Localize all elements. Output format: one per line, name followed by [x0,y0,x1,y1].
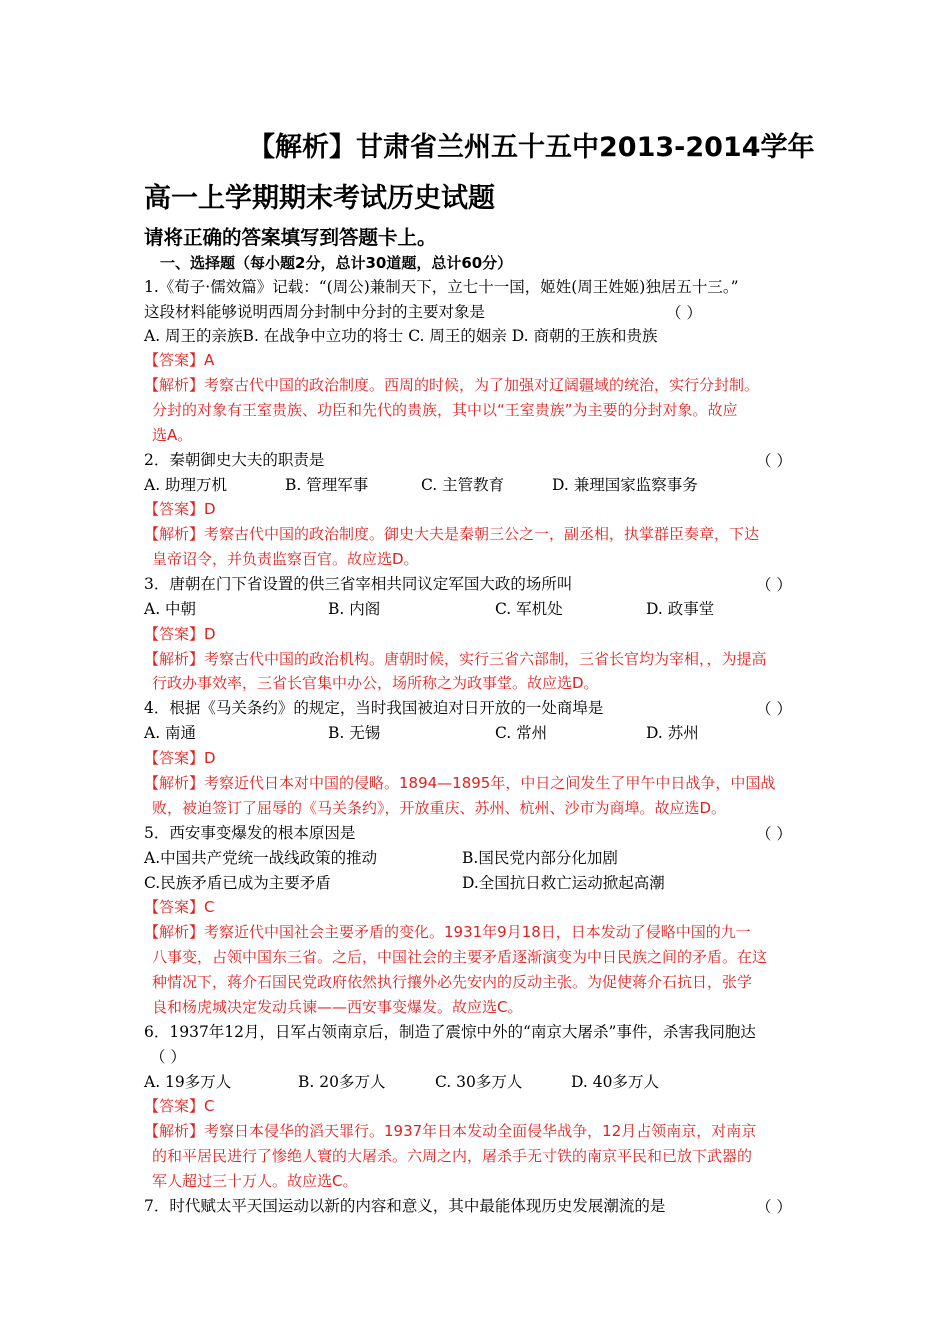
section-heading: 一、选择题（每小题2分，总计30道题，总计60分） [160,254,513,272]
q2-option-a: A. 助理万机 [144,476,228,494]
q4-stem: 4．根据《马关条约》的规定，当时我国被迫对日开放的一处商埠是 [144,699,604,717]
q4-answer: 【答案】D [144,749,216,767]
q2-answer: 【答案】D [144,500,216,518]
q4-option-b: B. 无锡 [328,724,381,742]
q3-stem: 3．唐朝在门下省设置的供三省宰相共同议定军国大政的场所叫 [144,575,573,593]
q2-analysis-line: 皇帝诏令，并负责监察百官。故应选D。 [152,550,419,568]
q1-answer-bracket: （ ） [666,304,702,322]
q4-analysis-line: 败，被迫签订了屈辱的《马关条约》，开放重庆、苏州、杭州、沙市为商埠。故应选D。 [152,799,727,817]
q2-answer-bracket: （ ） [756,452,792,470]
q4-option-d: D. 苏州 [646,724,699,742]
q3-option-a: A. 中朝 [144,600,197,618]
q1-analysis-line: 分封的对象有王室贵族、功臣和先代的贵族，其中以“王室贵族”为主要的分封对象。故应 [152,401,738,419]
q6-option-a: A. 19多万人 [144,1073,232,1091]
q1-stem-line2: 这段材料能够说明西周分封制中分封的主要对象是 [144,303,486,321]
q4-answer-bracket: （ ） [756,700,792,718]
q1-answer: 【答案】A [144,351,215,369]
q5-option-c: C.民族矛盾已成为主要矛盾 [144,874,331,892]
q2-stem: 2．秦朝御史大夫的职责是 [144,451,325,469]
q3-option-b: B. 内阁 [328,600,381,618]
q5-option-a: A.中国共产党统一战线政策的推动 [144,849,378,867]
q5-answer: 【答案】C [144,898,215,916]
q1-stem-line1: 1.《荀子·儒效篇》记载：“(周公)兼制天下，立七十一国，姬姓(周王姓姬)独居五十三。” [144,278,739,296]
doc-title-line1: 【解析】甘肃省兰州五十五中2013-2014学年 [248,132,815,163]
q1-analysis-line: 选A。 [152,426,193,444]
q5-option-d: D.全国抗日救亡运动掀起高潮 [462,874,665,892]
q5-stem: 5．西安事变爆发的根本原因是 [144,824,356,842]
q5-answer-bracket: （ ） [756,825,792,843]
q6-answer-bracket: （ ） [150,1048,186,1066]
q5-option-b: B.国民党内部分化加剧 [462,849,618,867]
q6-option-b: B. 20多万人 [298,1073,386,1091]
q6-analysis-line: 【解析】考察日本侵华的滔天罪行。1937年日本发动全面侵华战争，12月占领南京，对南京 [144,1122,757,1140]
q6-answer: 【答案】C [144,1097,215,1115]
instruction-text: 请将正确的答案填写到答题卡上。 [144,226,437,249]
q6-option-d: D. 40多万人 [571,1073,659,1091]
q6-analysis-line: 的和平居民进行了惨绝人寰的大屠杀。六周之内，屠杀手无寸铁的南京平民和已放下武器的 [152,1147,753,1165]
q5-analysis-line: 良和杨虎城决定发动兵谏——西安事变爆发。故应选C。 [152,998,523,1016]
q5-analysis-line: 八事变，占领中国东三省。之后，中国社会的主要矛盾逐渐演变为中日民族之间的矛盾。在这 [152,948,768,966]
q3-analysis-line: 【解析】考察古代中国的政治机构。唐朝时候，实行三省六部制，三省长官均为宰相，，为提高 [144,650,767,668]
q3-answer-bracket: （ ） [756,576,792,594]
q2-analysis-line: 【解析】考察古代中国的政治制度。御史大夫是秦朝三公之一，副丞相，执掌群臣奏章，下达 [144,525,760,543]
q5-analysis-line: 种情况下，蒋介石国民党政府依然执行攘外必先安内的反动主张。为促使蒋介石抗日，张学 [152,973,753,991]
q4-analysis-line: 【解析】考察近代日本对中国的侵略。1894—1895年，中日之间发生了甲午中日战争，中国战 [144,774,776,792]
q6-stem: 6．1937年12月，日军占领南京后，制造了震惊中外的“南京大屠杀”事件，杀害我同胞达 [144,1023,756,1041]
q6-analysis-line: 军人超过三十万人。故应选C。 [152,1172,358,1190]
q5-analysis-line: 【解析】考察近代中国社会主要矛盾的变化。1931年9月18日，日本发动了侵略中国的九一 [144,923,751,941]
q1-options: A. 周王的亲族B. 在战争中立功的将士 C. 周王的姻亲 D. 商朝的王族和贵族 [144,327,658,345]
q3-answer: 【答案】D [144,625,216,643]
q4-option-c: C. 常州 [495,724,548,742]
q2-option-c: C. 主管教育 [421,476,505,494]
q3-option-c: C. 军机处 [495,600,563,618]
q2-option-b: B. 管理军事 [285,476,369,494]
q1-analysis-line: 【解析】考察古代中国的政治制度。西周的时候，为了加强对辽阔疆域的统治，实行分封制。 [144,376,760,394]
q2-option-d: D. 兼理国家监察事务 [552,476,698,494]
q6-option-c: C. 30多万人 [435,1073,523,1091]
q3-analysis-line: 行政办事效率，三省长官集中办公，场所称之为政事堂。故应选D。 [152,674,599,692]
q7-stem: 7．时代赋太平天国运动以新的内容和意义，其中最能体现历史发展潮流的是 [144,1197,666,1215]
q3-option-d: D. 政事堂 [646,600,715,618]
q4-option-a: A. 南通 [144,724,197,742]
doc-title-line2: 高一上学期期末考试历史试题 [144,183,495,214]
q7-answer-bracket: （ ） [756,1198,792,1216]
